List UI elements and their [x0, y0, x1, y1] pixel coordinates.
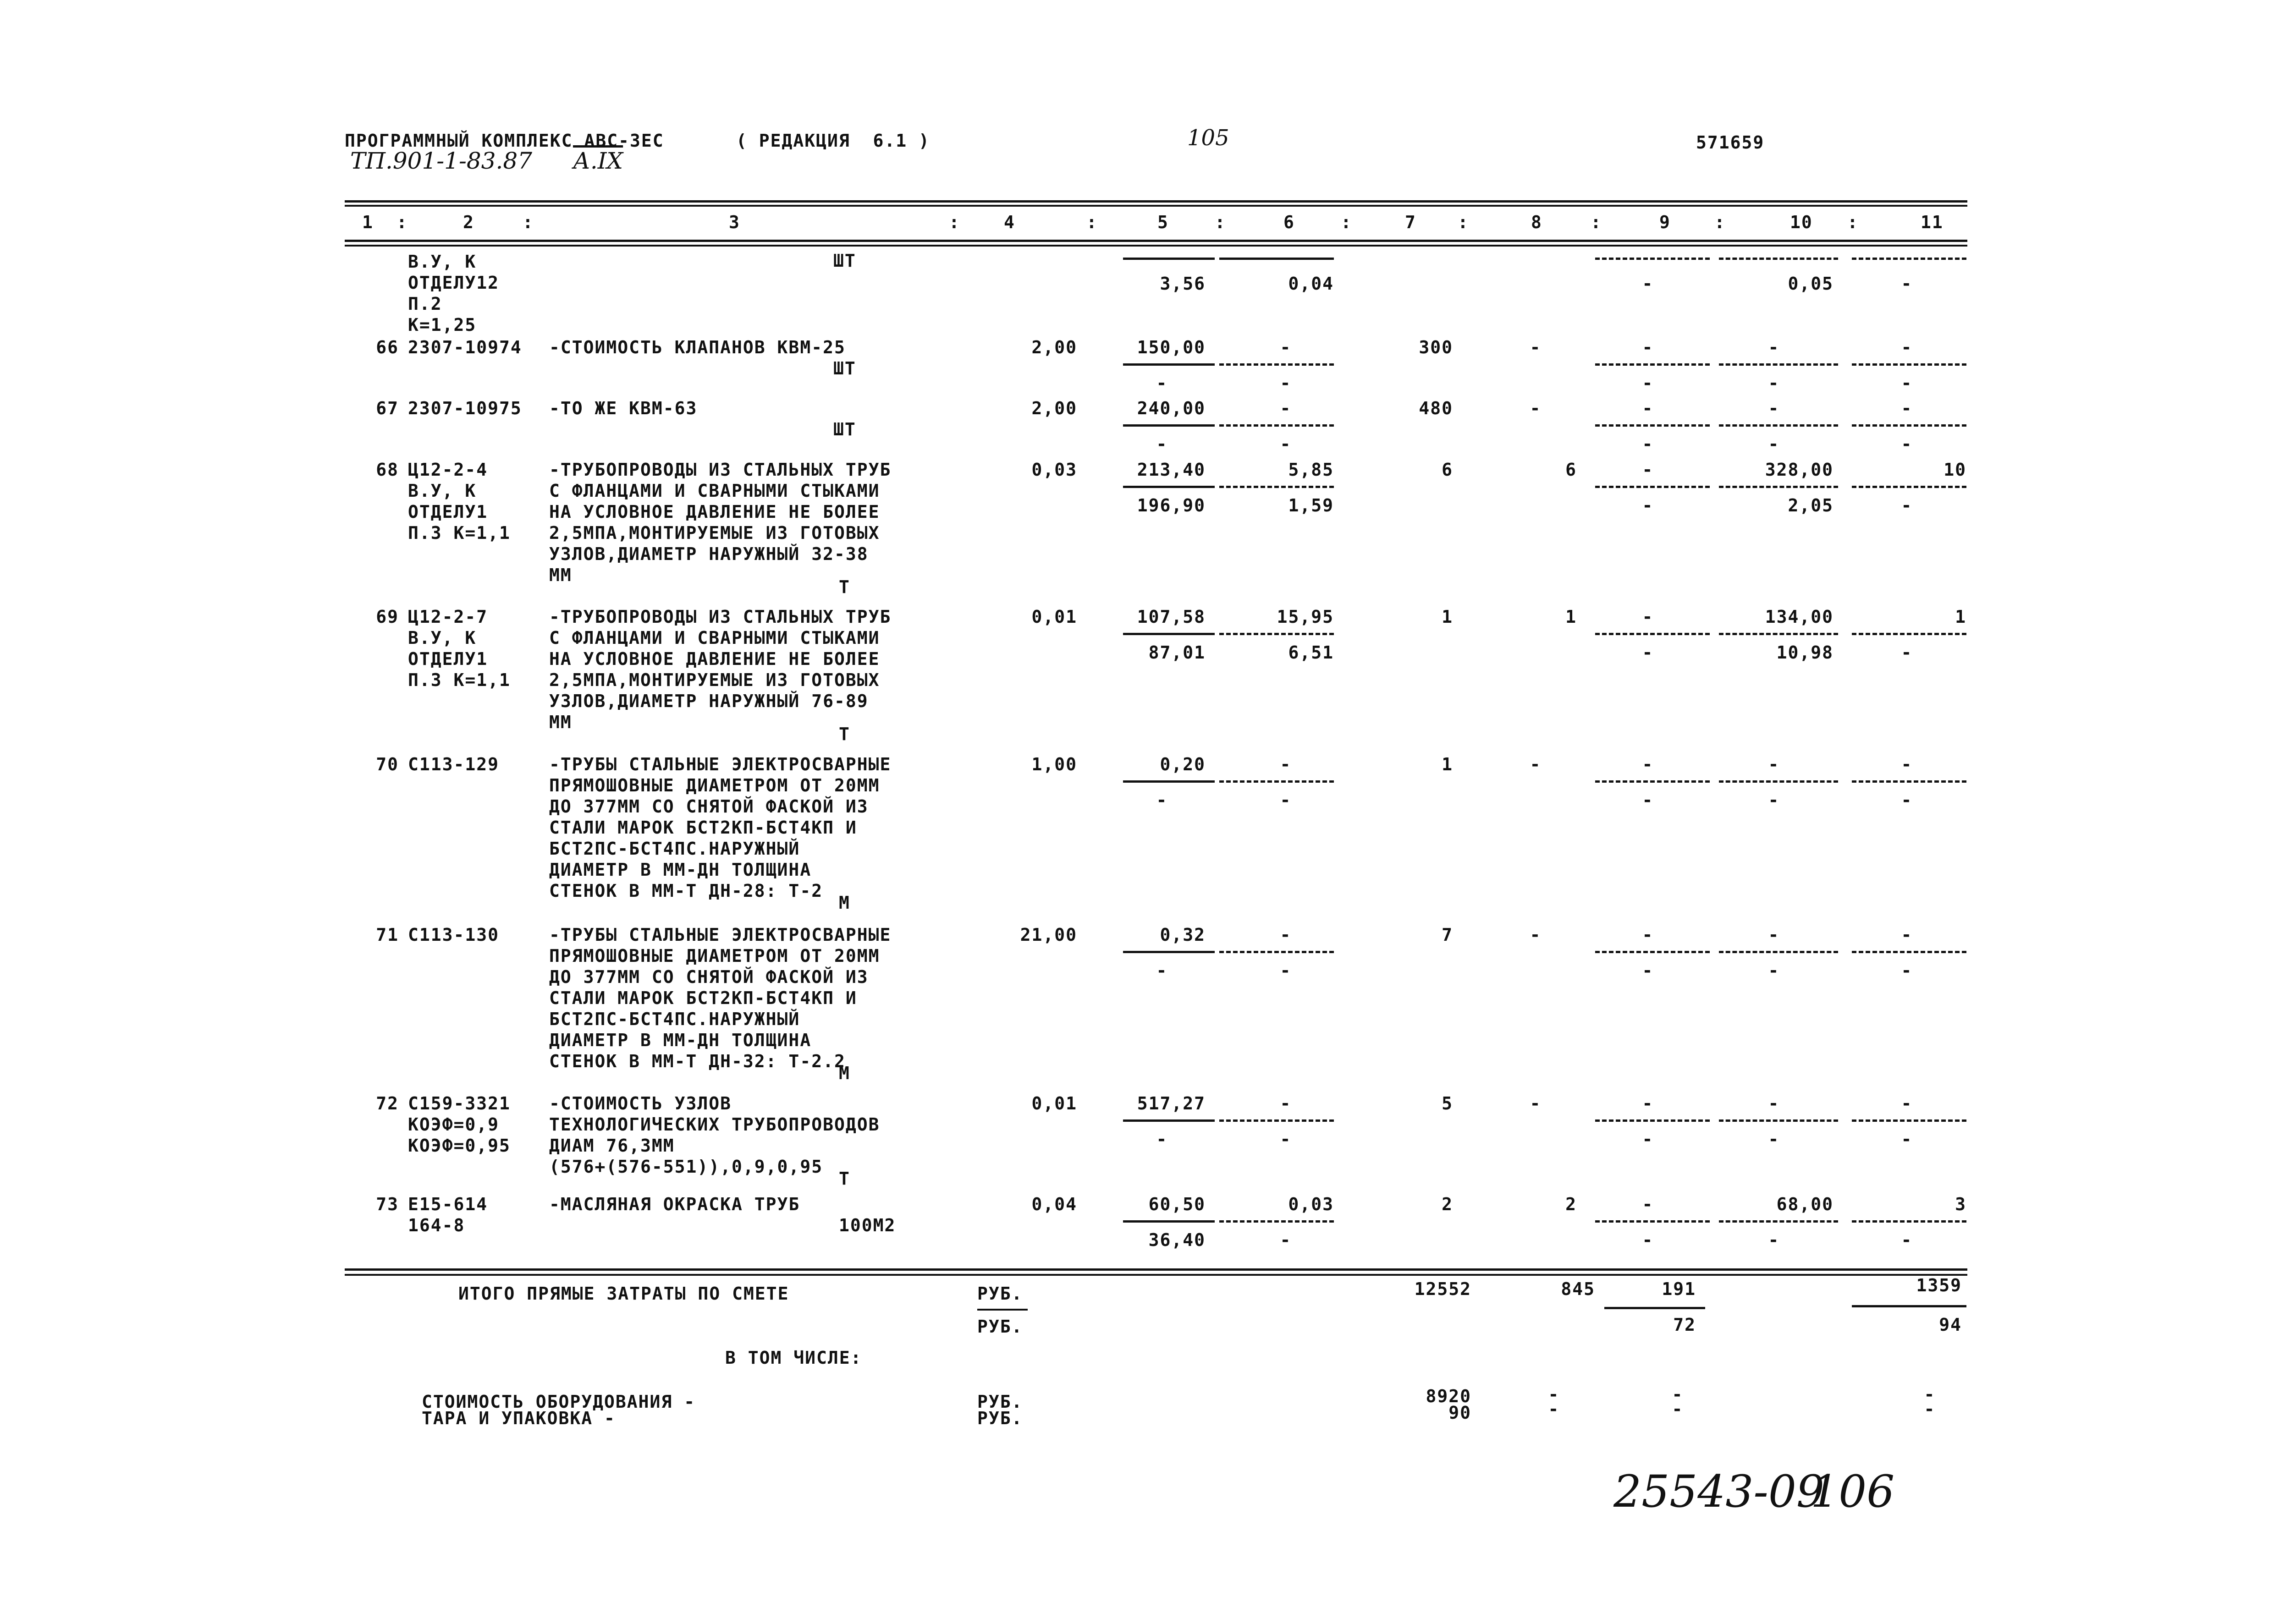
row-code: ОТДЕЛУ12 [408, 273, 500, 293]
row-value-c11-top: - [1901, 1093, 1913, 1114]
row-description: НА УСЛОВНОЕ ДАВЛЕНИЕ НЕ БОЛЕЕ [549, 649, 880, 669]
row-description: -СТОИМОСТЬ КЛАПАНОВ КВМ-25 [549, 337, 846, 357]
column-separator: : [1215, 212, 1226, 232]
header-rule-bottom2 [345, 245, 1967, 247]
column-separator: : [1458, 212, 1469, 232]
row-value-c6-bottom: 1,59 [1288, 495, 1334, 516]
row-value-c6-bottom: - [1280, 790, 1292, 810]
column-header-11: 11 [1921, 212, 1944, 232]
row-value-c5-top: 107,58 [1137, 607, 1206, 627]
row-code: КОЭФ=0,95 [408, 1136, 511, 1156]
row-quantity: 2,00 [1031, 337, 1077, 357]
row-description: ММ [549, 712, 572, 732]
row-value-c11-bottom: - [1901, 1230, 1913, 1250]
row-value-c5-top: 213,40 [1137, 460, 1206, 480]
packing-col8: - [1548, 1399, 1560, 1419]
row-value-c5-bottom: 36,40 [1148, 1230, 1206, 1250]
totals-col11-top: 1359 [1916, 1275, 1962, 1295]
header-rule-bottom [345, 240, 1967, 242]
row-quantity: 1,00 [1031, 754, 1077, 774]
column-separator: : [523, 212, 534, 232]
row-value-c11-bottom: - [1901, 434, 1913, 454]
row-value-c6-top: - [1280, 398, 1292, 418]
packing-col9: - [1672, 1399, 1684, 1419]
row-description: -СТОИМОСТЬ УЗЛОВ [549, 1093, 732, 1114]
row-value-c10-top: - [1768, 754, 1780, 774]
row-code: 2307-10975 [408, 398, 522, 418]
row-value-c9-top: - [1642, 1194, 1654, 1214]
fraction-rule [1123, 258, 1215, 260]
fraction-rule [1123, 951, 1215, 953]
column-header-6: 6 [1283, 212, 1295, 232]
equipment-unit: РУБ. [977, 1392, 1023, 1412]
row-code: В.У, К [408, 628, 477, 648]
row-value-c10-bottom: - [1768, 960, 1780, 981]
row-value-c11-bottom: - [1901, 274, 1913, 294]
row-code: С113-129 [408, 754, 500, 774]
row-value-c9-bottom: - [1642, 1230, 1654, 1250]
fraction-rule [1852, 258, 1966, 260]
equipment-col8: - [1548, 1384, 1560, 1405]
row-value-c9-top: - [1642, 460, 1654, 480]
row-value-c10-bottom: - [1768, 434, 1780, 454]
row-value-c10-top: 134,00 [1765, 607, 1834, 627]
handwritten-stamp: 25543-09 [1613, 1466, 1824, 1517]
row-value-c9-bottom: - [1642, 790, 1654, 810]
row-number: 72 [376, 1093, 399, 1114]
totals-col9-top: 191 [1662, 1279, 1696, 1299]
fraction-rule [1852, 1119, 1966, 1122]
row-value-c10-top: 68,00 [1776, 1194, 1834, 1214]
column-header-1: 1 [362, 212, 374, 232]
totals-col9-bottom: 72 [1673, 1315, 1696, 1335]
fraction-rule [1719, 363, 1838, 366]
row-number: 69 [376, 607, 399, 627]
row-description: ДО 377ММ СО СНЯТОЙ ФАСКОЙ ИЗ [549, 967, 869, 987]
row-quantity: 2,00 [1031, 398, 1077, 418]
row-unit: Т [839, 577, 850, 597]
fraction-rule [1595, 486, 1710, 488]
edition-label: ( РЕДАКЦИЯ 6.1 ) [736, 131, 930, 151]
row-code: ОТДЕЛУ1 [408, 502, 488, 522]
totals-unit-rule [977, 1309, 1028, 1311]
row-description: СТАЛИ МАРОК БСТ2КП-БСТ4КП И [549, 817, 857, 838]
row-code: Ц12-2-4 [408, 460, 488, 480]
fraction-rule [1719, 1220, 1838, 1223]
row-unit: М [839, 1063, 850, 1083]
row-description: ДИАМЕТР В ММ-ДН ТОЛЩИНА [549, 1030, 812, 1050]
row-description: С ФЛАНЦАМИ И СВАРНЫМИ СТЫКАМИ [549, 481, 880, 501]
row-value-c5-top: 60,50 [1148, 1194, 1206, 1214]
row-description: -ТРУБЫ СТАЛЬНЫЕ ЭЛЕКТРОСВАРНЫЕ [549, 925, 892, 945]
row-number: 66 [376, 337, 399, 357]
row-value-c6-bottom: 6,51 [1288, 642, 1334, 663]
totals-col11-bottom: 94 [1939, 1315, 1962, 1335]
row-value-c6-top: - [1280, 337, 1292, 357]
row-value-c5-bottom: - [1156, 790, 1168, 810]
column-header-5: 5 [1157, 212, 1169, 232]
packing-col11: - [1924, 1399, 1936, 1419]
row-value-c10-top: 328,00 [1765, 460, 1834, 480]
row-value-c8: - [1530, 398, 1542, 418]
row-unit: Т [839, 1169, 850, 1189]
fraction-rule [1123, 486, 1215, 488]
totals-label: ИТОГО ПРЯМЫЕ ЗАТРАТЫ ПО СМЕТЕ [458, 1284, 789, 1304]
fraction-rule [1852, 1220, 1966, 1223]
fraction-rule [1852, 633, 1966, 635]
fraction-rule [1219, 363, 1334, 366]
fraction-rule [1852, 424, 1966, 427]
row-number: 73 [376, 1194, 399, 1214]
page-number: 105 [1187, 125, 1229, 151]
row-value-c11-bottom: - [1901, 373, 1913, 393]
row-description: ПРЯМОШОВНЫЕ ДИАМЕТРОМ ОТ 20ММ [549, 946, 880, 966]
row-value-c9-top: - [1642, 754, 1654, 774]
totals-rule2 [345, 1274, 1967, 1276]
row-value-c8: 2 [1565, 1194, 1577, 1214]
row-value-c10-bottom: 2,05 [1788, 495, 1834, 516]
equipment-col7: 8920 [1426, 1386, 1471, 1406]
row-description: УЗЛОВ,ДИАМЕТР НАРУЖНЫЙ 32-38 [549, 544, 869, 564]
row-value-c5-top: 517,27 [1137, 1093, 1206, 1114]
row-value-c8: 6 [1565, 460, 1577, 480]
row-code: КОЭФ=0,9 [408, 1114, 500, 1135]
row-value-c5-top: 0,32 [1160, 925, 1206, 945]
row-code: П.3 К=1,1 [408, 670, 511, 690]
row-value-c5-bottom: 196,90 [1137, 495, 1206, 516]
equipment-label: СТОИМОСТЬ ОБОРУДОВАНИЯ - [422, 1392, 696, 1412]
row-quantity: 21,00 [1020, 925, 1077, 945]
row-number: 68 [376, 460, 399, 480]
row-value-c11-top: 1 [1955, 607, 1966, 627]
fraction-rule [1595, 1119, 1710, 1122]
row-unit: ШТ [833, 251, 856, 271]
row-value-c11-top: 10 [1944, 460, 1966, 480]
row-code: В.У, К [408, 252, 477, 272]
fraction-rule [1595, 780, 1710, 783]
row-value-c5-bottom: - [1156, 373, 1168, 393]
totals-col9-rule [1604, 1307, 1705, 1309]
row-value-c11-bottom: - [1901, 495, 1913, 516]
row-value-c5-top: 0,20 [1160, 754, 1206, 774]
row-description: ПРЯМОШОВНЫЕ ДИАМЕТРОМ ОТ 20ММ [549, 775, 880, 796]
row-value-c9-bottom: - [1642, 434, 1654, 454]
row-value-c11-top: - [1901, 398, 1913, 418]
fraction-rule [1595, 951, 1710, 953]
column-separator: : [1341, 212, 1352, 232]
document-code: 571659 [1696, 132, 1765, 153]
column-header-4: 4 [1004, 212, 1015, 232]
row-number: 67 [376, 398, 399, 418]
fraction-rule [1219, 633, 1334, 635]
row-unit: ШТ [833, 419, 856, 439]
fraction-rule [1595, 633, 1710, 635]
row-code: С159-3321 [408, 1093, 511, 1114]
handwritten-page: 106 [1811, 1466, 1895, 1517]
row-value-c11-top: - [1901, 337, 1913, 357]
column-header-7: 7 [1405, 212, 1416, 232]
row-code: Ц12-2-7 [408, 607, 488, 627]
row-value-c11-top: 3 [1955, 1194, 1966, 1214]
row-value-c5-bottom: - [1156, 960, 1168, 981]
row-value-c10-bottom: - [1768, 1129, 1780, 1149]
row-value-c10-top: - [1768, 925, 1780, 945]
row-description: 2,5МПА,МОНТИРУЕМЫЕ ИЗ ГОТОВЫХ [549, 523, 880, 543]
fraction-rule [1219, 258, 1334, 260]
row-value-c7: 6 [1442, 460, 1453, 480]
row-description: 2,5МПА,МОНТИРУЕМЫЕ ИЗ ГОТОВЫХ [549, 670, 880, 690]
row-value-c11-bottom: - [1901, 642, 1913, 663]
row-value-c6-top: 15,95 [1277, 607, 1334, 627]
row-value-c11-bottom: - [1901, 1129, 1913, 1149]
fraction-rule [1852, 363, 1966, 366]
row-value-c11-top: - [1901, 754, 1913, 774]
fraction-rule [1219, 486, 1334, 488]
row-value-c5-bottom: - [1156, 434, 1168, 454]
fraction-rule [1719, 486, 1838, 488]
row-description: (576+(576-551)),0,9,0,95 [549, 1157, 823, 1177]
column-header-2: 2 [463, 212, 474, 232]
row-unit: 100М2 [839, 1215, 896, 1235]
column-separator: : [1591, 212, 1602, 232]
row-value-c10-top: - [1768, 337, 1780, 357]
row-value-c10-bottom: - [1768, 373, 1780, 393]
project-number: ТП.901-1-83.87 [350, 148, 533, 174]
packing-label: ТАРА И УПАКОВКА - [422, 1408, 616, 1428]
row-code: В.У, К [408, 481, 477, 501]
row-description: ДО 377ММ СО СНЯТОЙ ФАСКОЙ ИЗ [549, 796, 869, 817]
row-value-c5-top: 150,00 [1137, 337, 1206, 357]
row-number: 71 [376, 925, 399, 945]
row-value-c6-bottom: - [1280, 960, 1292, 981]
fraction-rule [1719, 633, 1838, 635]
row-code: Е15-614 [408, 1194, 488, 1214]
row-value-c7: 2 [1442, 1194, 1453, 1214]
row-value-c9-bottom: - [1642, 642, 1654, 663]
row-code: ОТДЕЛУ1 [408, 649, 488, 669]
row-value-c8: - [1530, 754, 1542, 774]
row-description: -ТРУБОПРОВОДЫ ИЗ СТАЛЬНЫХ ТРУБ [549, 607, 892, 627]
totals-col8: 845 [1561, 1279, 1595, 1299]
fraction-rule [1219, 1220, 1334, 1223]
row-code: К=1,25 [408, 315, 477, 335]
row-value-c9-bottom: - [1642, 373, 1654, 393]
totals-col11-rule [1852, 1305, 1966, 1307]
row-value-c6-bottom: - [1280, 373, 1292, 393]
fraction-rule [1123, 424, 1215, 427]
row-value-c6-bottom: - [1280, 1230, 1292, 1250]
row-value-c6-bottom: 0,04 [1288, 274, 1334, 294]
row-code: 2307-10974 [408, 337, 522, 357]
row-value-c6-top: 5,85 [1288, 460, 1334, 480]
fraction-rule [1719, 780, 1838, 783]
row-value-c9-bottom: - [1642, 1129, 1654, 1149]
row-description: БСТ2ПС-БСТ4ПС.НАРУЖНЫЙ [549, 839, 800, 859]
row-value-c6-bottom: - [1280, 1129, 1292, 1149]
row-value-c5-bottom: 3,56 [1160, 274, 1206, 294]
fraction-rule [1123, 1220, 1215, 1223]
row-value-c9-top: - [1642, 925, 1654, 945]
row-value-c5-bottom: 87,01 [1148, 642, 1206, 663]
row-description: НА УСЛОВНОЕ ДАВЛЕНИЕ НЕ БОЛЕЕ [549, 502, 880, 522]
row-value-c11-bottom: - [1901, 790, 1913, 810]
fraction-rule [1719, 1119, 1838, 1122]
including-label: В ТОМ ЧИСЛЕ: [725, 1348, 862, 1368]
row-description: СТЕНОК В ММ-Т ДН-28: Т-2 [549, 881, 823, 901]
row-value-c9-top: - [1642, 337, 1654, 357]
packing-unit: РУБ. [977, 1408, 1023, 1428]
fraction-rule [1219, 951, 1334, 953]
row-quantity: 0,04 [1031, 1194, 1077, 1214]
row-value-c5-bottom: - [1156, 1129, 1168, 1149]
row-unit: М [839, 893, 850, 913]
fraction-rule [1123, 780, 1215, 783]
row-value-c8: - [1530, 925, 1542, 945]
fraction-rule [1123, 633, 1215, 635]
row-value-c6-top: - [1280, 754, 1292, 774]
column-separator: : [949, 212, 960, 232]
row-value-c7: 1 [1442, 754, 1453, 774]
row-value-c10-bottom: - [1768, 1230, 1780, 1250]
row-value-c6-top: 0,03 [1288, 1194, 1334, 1214]
row-quantity: 0,03 [1031, 460, 1077, 480]
row-value-c11-bottom: - [1901, 960, 1913, 981]
row-value-c7: 1 [1442, 607, 1453, 627]
fraction-rule [1595, 1220, 1710, 1223]
row-value-c9-top: - [1642, 607, 1654, 627]
row-number: 70 [376, 754, 399, 774]
totals-rule [345, 1268, 1967, 1271]
row-unit: Т [839, 724, 850, 744]
row-value-c9-bottom: - [1642, 274, 1654, 294]
row-description: -МАСЛЯНАЯ ОКРАСКА ТРУБ [549, 1194, 800, 1214]
column-header-3: 3 [729, 212, 740, 232]
row-description: -ТРУБЫ СТАЛЬНЫЕ ЭЛЕКТРОСВАРНЫЕ [549, 754, 892, 774]
fraction-rule [1852, 486, 1966, 488]
row-value-c6-top: - [1280, 925, 1292, 945]
row-value-c5-top: 240,00 [1137, 398, 1206, 418]
equipment-col11: - [1924, 1384, 1936, 1405]
row-description: ТЕХНОЛОГИЧЕСКИХ ТРУБОПРОВОДОВ [549, 1114, 880, 1135]
row-value-c6-bottom: - [1280, 434, 1292, 454]
fraction-rule [1595, 424, 1710, 427]
totals-col7: 12552 [1414, 1279, 1471, 1299]
equipment-col9: - [1672, 1384, 1684, 1405]
row-value-c9-top: - [1642, 398, 1654, 418]
row-value-c10-bottom: - [1768, 790, 1780, 810]
column-header-9: 9 [1659, 212, 1671, 232]
fraction-rule [1719, 951, 1838, 953]
fraction-rule [1719, 258, 1838, 260]
row-value-c7: 7 [1442, 925, 1453, 945]
column-separator: : [1847, 212, 1859, 232]
row-description: ДИАМЕТР В ММ-ДН ТОЛЩИНА [549, 860, 812, 880]
row-quantity: 0,01 [1031, 1093, 1077, 1114]
album-number: А.IX [573, 148, 623, 174]
row-value-c9-bottom: - [1642, 960, 1654, 981]
row-value-c11-top: - [1901, 925, 1913, 945]
fraction-rule [1595, 258, 1710, 260]
row-value-c8: - [1530, 337, 1542, 357]
row-value-c8: - [1530, 1093, 1542, 1114]
row-description: УЗЛОВ,ДИАМЕТР НАРУЖНЫЙ 76-89 [549, 691, 869, 711]
column-header-10: 10 [1790, 212, 1813, 232]
fraction-rule [1852, 951, 1966, 953]
row-description: СТАЛИ МАРОК БСТ2КП-БСТ4КП И [549, 988, 857, 1008]
header-rule-top2 [345, 205, 1967, 207]
row-description: СТЕНОК В ММ-Т ДН-32: Т-2.2 [549, 1051, 846, 1071]
row-code: С113-130 [408, 925, 500, 945]
fraction-rule [1719, 424, 1838, 427]
row-code: П.2 [408, 294, 442, 314]
row-description: БСТ2ПС-БСТ4ПС.НАРУЖНЫЙ [549, 1009, 800, 1029]
column-separator: : [1714, 212, 1726, 232]
row-description: -ТРУБОПРОВОДЫ ИЗ СТАЛЬНЫХ ТРУБ [549, 460, 892, 480]
fraction-rule [1219, 780, 1334, 783]
fraction-rule [1852, 780, 1966, 783]
row-description: -ТО ЖЕ КВМ-63 [549, 398, 698, 418]
fraction-rule [1595, 363, 1710, 366]
program-title: ПРОГРАММНЫЙ КОМПЛЕКС АВС-ЗЕС [345, 131, 664, 151]
header-rule-top [345, 200, 1967, 203]
row-value-c9-top: - [1642, 1093, 1654, 1114]
row-value-c10-top: - [1768, 1093, 1780, 1114]
column-separator: : [1086, 212, 1098, 232]
row-code: 164-8 [408, 1215, 465, 1235]
packing-col7: 90 [1448, 1403, 1471, 1423]
row-value-c10-bottom: 0,05 [1788, 274, 1834, 294]
row-quantity: 0,01 [1031, 607, 1077, 627]
fraction-rule [1219, 1119, 1334, 1122]
fraction-rule [1123, 1119, 1215, 1122]
row-value-c7: 5 [1442, 1093, 1453, 1114]
row-code: П.3 К=1,1 [408, 523, 511, 543]
column-separator: : [396, 212, 408, 232]
row-value-c9-bottom: - [1642, 495, 1654, 516]
row-value-c6-top: - [1280, 1093, 1292, 1114]
fraction-rule [1219, 424, 1334, 427]
row-value-c7: 480 [1419, 398, 1453, 418]
row-description: ДИАМ 76,3ММ [549, 1136, 675, 1156]
totals-unit-2: РУБ. [977, 1317, 1023, 1337]
fraction-rule [1123, 363, 1215, 366]
row-value-c7: 300 [1419, 337, 1453, 357]
row-value-c10-bottom: 10,98 [1776, 642, 1834, 663]
row-unit: ШТ [833, 358, 856, 379]
row-value-c8: 1 [1565, 607, 1577, 627]
totals-unit-1: РУБ. [977, 1284, 1023, 1304]
column-header-8: 8 [1531, 212, 1542, 232]
row-description: ММ [549, 565, 572, 585]
row-value-c10-top: - [1768, 398, 1780, 418]
row-description: С ФЛАНЦАМИ И СВАРНЫМИ СТЫКАМИ [549, 628, 880, 648]
